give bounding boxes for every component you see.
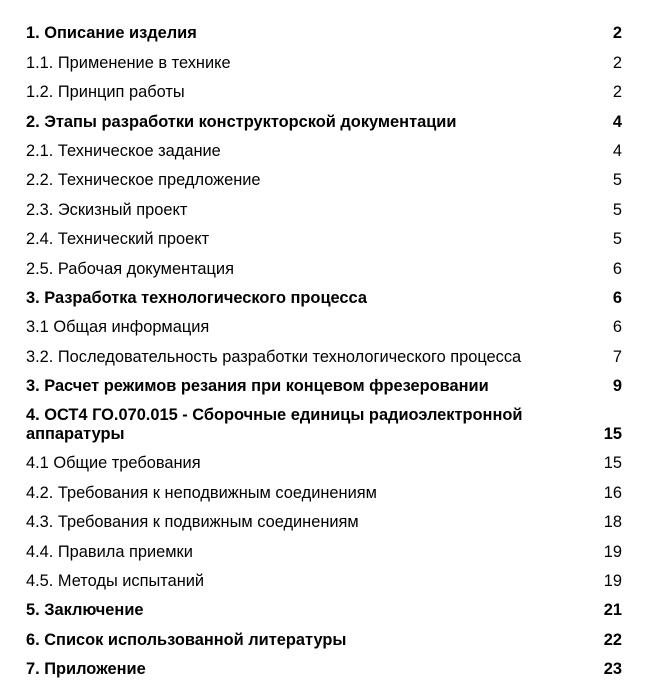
toc-entry-page: 4	[612, 141, 622, 160]
toc-entry-page: 19	[603, 572, 622, 591]
toc-entry-page: 5	[612, 200, 622, 219]
toc-entry-page: 21	[603, 601, 622, 620]
toc-entry-title: 3. Расчет режимов резания при концевом фрезеровании	[26, 377, 489, 396]
toc-entry-title: 4.5. Методы испытаний	[26, 572, 205, 591]
toc-entry-page: 15	[603, 454, 622, 473]
toc-entry-title: 4.3. Требования к подвижным соединениям	[26, 513, 359, 532]
toc-entry-title: 2.5. Рабочая документация	[26, 259, 234, 278]
toc-entry-page: 2	[612, 83, 622, 102]
toc-entry[interactable]	[26, 532, 622, 561]
toc-entry-title: 2.3. Эскизный проект	[26, 200, 188, 219]
toc-entry-title: 2.4. Технический проект	[26, 230, 210, 249]
toc-entry[interactable]	[26, 367, 622, 396]
toc-entry[interactable]	[26, 190, 622, 219]
toc-entry[interactable]	[26, 132, 622, 161]
toc-entry[interactable]	[26, 249, 622, 278]
toc-entry-page: 2	[612, 24, 622, 43]
toc-entry[interactable]	[26, 43, 622, 72]
toc-entry-title: 4.4. Правила приемки	[26, 542, 193, 561]
toc-entry-title: 5. Заключение	[26, 601, 144, 620]
toc-entry[interactable]	[26, 620, 622, 649]
toc-entry-title: 6. Список использованной литературы	[26, 630, 347, 649]
toc-entry-page: 18	[603, 513, 622, 532]
toc-entry-page: 5	[612, 230, 622, 249]
toc-entry-page: 6	[612, 318, 622, 337]
toc-entry-page: 9	[612, 377, 622, 396]
toc-entry-title: 3. Разработка технологического процесса	[26, 288, 367, 307]
toc-entry[interactable]	[26, 473, 622, 502]
toc-entry[interactable]	[26, 396, 622, 444]
toc-entry-title: 4. ОСТ4 ГО.070.015 - Сборочные единицы радиоэлектронной аппаратуры	[26, 406, 523, 444]
toc-entry-title: 3.1 Общая информация	[26, 318, 210, 337]
toc-entry-title: 2.1. Техническое задание	[26, 141, 221, 160]
toc-entry[interactable]	[26, 337, 622, 366]
toc-entry[interactable]	[26, 650, 622, 679]
toc-entry-page: 23	[603, 660, 622, 679]
toc-entry-page: 19	[603, 542, 622, 561]
toc-entry-page: 16	[603, 483, 622, 502]
toc-entry-page: 7	[612, 347, 622, 366]
toc-entry-title: 1.2. Принцип работы	[26, 83, 185, 102]
toc-entry-title: 2. Этапы разработки конструкторской документации	[26, 112, 457, 131]
toc-entry-title: 7. Приложение	[26, 660, 146, 679]
toc-entry-title: 2.2. Техническое предложение	[26, 171, 261, 190]
toc-entry[interactable]	[26, 562, 622, 591]
toc-entry-title: 3.2. Последовательность разработки технологического процесса	[26, 347, 522, 366]
toc-entry[interactable]	[26, 503, 622, 532]
toc-entry-title: 4.2. Требования к неподвижным соединениям	[26, 483, 377, 502]
toc-entry[interactable]	[26, 220, 622, 249]
toc-entry-page: 15	[603, 425, 622, 444]
toc-entry-page: 2	[612, 53, 622, 72]
toc-entry-page: 4	[612, 112, 622, 131]
toc-entry-page: 5	[612, 171, 622, 190]
toc-entry-page: 22	[603, 630, 622, 649]
toc-entry[interactable]	[26, 308, 622, 337]
toc-entry[interactable]	[26, 591, 622, 620]
toc-entry-title: 1.1. Применение в технике	[26, 53, 231, 72]
toc-entry-page: 6	[612, 259, 622, 278]
toc-entry[interactable]	[26, 14, 622, 43]
toc-entry[interactable]	[26, 102, 622, 131]
toc-entry[interactable]	[26, 444, 622, 473]
toc-entry[interactable]	[26, 279, 622, 308]
toc-entry-title: 4.1 Общие требования	[26, 454, 201, 473]
toc-entry-page: 6	[612, 288, 622, 307]
toc-entry[interactable]	[26, 73, 622, 102]
toc-entry-title: 1. Описание изделия	[26, 24, 197, 43]
toc-entry[interactable]	[26, 161, 622, 190]
table-of-contents	[26, 14, 622, 679]
